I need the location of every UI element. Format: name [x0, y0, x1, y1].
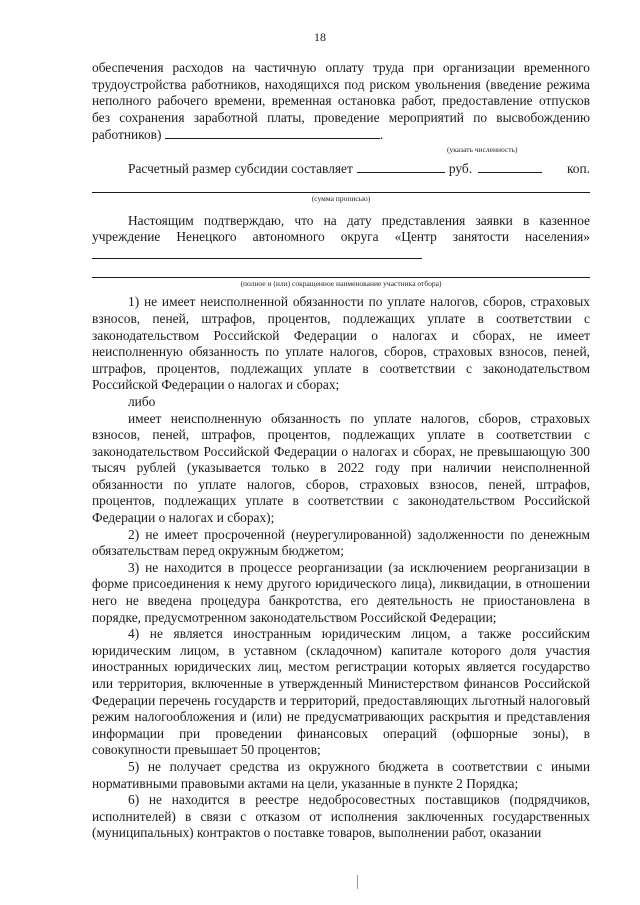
item-or: либо — [128, 393, 156, 409]
intro-tail: . — [379, 127, 384, 143]
page-number: 18 — [314, 30, 326, 44]
kop-blank — [478, 160, 542, 173]
rub-label: руб. — [448, 160, 473, 176]
rub-blank — [357, 160, 445, 173]
note-name: (полное и (или) сокращенное наименование участника отбора) — [240, 279, 442, 289]
item-1: 1) не имеет неисполненной обязанности по уплате налогов, сборов, страховых взносов, пеней, штрафов, процентов, подлежащих уплате в соответствии с законодательством Российской Федерации о налогах и сборах, не имеет неисполненную обязанность по уплате налогов, сборов, страховых взносов, пеней, штрафов, процентов, подлежащих уплате в соответствии с законодательством Российской Федерации о налогах и сборах; — [92, 294, 590, 393]
item-5: 5) не получает средства из окружного бюджета в соответствии с иными нормативными правовыми актами на цели, указанные в пункте 2 Порядка; — [92, 758, 590, 791]
intro-text: обеспечения расходов на частичную оплату труда при организации временного трудоустройства работников, находящихся под риском увольнения (введение режима неполного рабочего времени, временная остановка работ, предоставление отпусков без сохранения заработной платы, проведение мероприятий по высвобождению работников) — [92, 60, 590, 143]
item-3: 3) не находится в процессе реорганизации (за исключением реорганизации в форме присоединения к нему другого юридического лица), ликвидации, в отношении него не введена процедура банкротства, его деятельность не приостановлена в порядке, предусмотренном законодательством Российской Федерации; — [92, 559, 590, 625]
subsidy-label: Расчетный размер субсидии составляет — [128, 160, 353, 176]
confirm-paragraph — [92, 213, 590, 264]
sum-words-line — [92, 178, 590, 193]
item-2: 2) не имеет просроченной (неурегулированной) задолженности по денежным обязательствам перед окружным бюджетом; — [92, 526, 590, 559]
participant-line — [92, 263, 590, 278]
item-6: 6) не находится в реестре недобросовестных поставщиков (подрядчиков, исполнителей) в связи с отказом от исполнения заключенных государственных (муниципальных) контрактов о поставке товаров, выполнении работ, оказании — [92, 792, 590, 841]
intro-paragraph — [92, 60, 590, 144]
note-count: (указать численность) — [447, 144, 518, 154]
subsidy-row — [92, 160, 590, 178]
document-body — [92, 60, 590, 842]
page-edge-mark — [357, 875, 358, 889]
confirm-text: Настоящим подтверждаю, что на дату представления заявки в казенное учреждение Ненецкого автономного округа «Центр занятости населения» — [92, 212, 590, 245]
note-words: (сумма прописью) — [311, 193, 371, 203]
item-4: 4) не является иностранным юридическим лицом, а также российским юридическим лицом, в уставном (складочном) капитале которого доля участия иностранных юридических лиц, местом регистрации которых является государство или территория, включенные в утвержденный Министерством финансов Российской Федерации перечень государств и территорий, предоставляющих льготный налоговый режим налогообложения и (или) не предусматривающих раскрытия и представления информации при проведении финансовых операций (офшорные зоны), в совокупности превышает 50 процентов; — [92, 626, 590, 758]
kop-label: коп. — [566, 160, 590, 176]
participant-blank — [92, 246, 422, 259]
item-1-alt: имеет неисполненную обязанность по уплате налогов, сборов, страховых взносов, пеней, штрафов, процентов, подлежащих уплате в соответствии с законодательством Российской Федерации о налогах и сборах, не превышающую 300 тысяч рублей (указывается только в 2022 году при наличии неисполненной обязанности по уплате налогов, сборов, страховых взносов, пеней, штрафов, процентов, подлежащих уплате в соответствии с законодательством Российской Федерации о налогах и сборах); — [92, 410, 590, 526]
count-blank — [165, 126, 380, 139]
